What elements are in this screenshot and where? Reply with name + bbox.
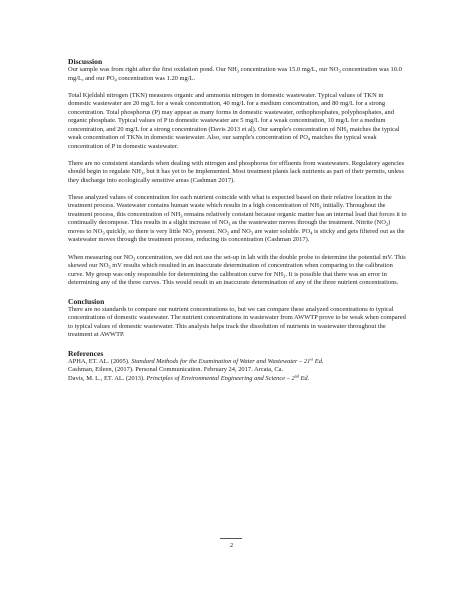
reference-item: Davis, M. L., ET. AL. (2013). Principles of Environmental Engineering and Science – 2nd Ed.	[68, 373, 310, 382]
discussion-paragraph-3: There are no consistent standards when dealing with nitrogen and phosphorus for effluents from wastewaters. Regulatory agencies should begin to regulate NH₃, but it has yet to be implemented. Most treatment plants lack nutrients as part of their permits, unless they discharge into ecologically sensitive areas (Cashman 2017).	[68, 159, 405, 184]
references-section	[68, 349, 407, 384]
reference-item: Cashman, Eileen, (2017). Personal Communication. February 24, 2017. Arcata, Ca.	[68, 366, 284, 374]
references-heading: References	[68, 348, 104, 358]
discussion-paragraph-1: Our sample was from right after the first oxidation pond. Our $NH_3$ concentration was 15.0 mg/L, our $NO_3$ concentration was 10.0 mg/L, and our $PO_4$ concentration was 1.20 mg/L.	[68, 66, 402, 83]
reference-item: APHA, ET. AL. (2005). Standard Methods for the Examination of Water and Wastewater – 21st Ed.	[68, 356, 324, 365]
footer-divider	[220, 538, 242, 539]
discussion-paragraph-2: Total Kjeldahl nitrogen (TKN) measures organic and ammonia nitrogen in domestic wastewater. Typical values of TKN in domestic wastewater are 20 mg/L for a weak concentration, 40 mg/L for a medium concentration, and 80 mg/L for a strong concentration. Total phosphorus (P) may appear as many forms in domestic wastewater, orthophosphates, polyphosphates, and organic phosphate. Typical values of P in domestic wastewater are 5 mg/L for a weak concentration, 10 mg/L for a medium concentration, and 20 mg/L for a strong concentration (Davis 2013 et al). Our sample's concentration of $NH_3$ matches the typical weak concentration of TKNs in domestic wastewater. Also, our sample's concentration of $PO_4$ matches the typical weak concentration of P in domestic wastewater.	[68, 91, 400, 150]
discussion-paragraph-5: When measuring our $NO_3$ concentration, we did not use the set-up in lab with the double probe to determine the potential mV. This skewed our $NO_3$ mV results which resulted in an inaccurate determination of concentration when comparing to the calibration curve. My group was only responsible for determining the calibration curve for $NH_3$. It is possible that there was an error in determining any of the three curves. This would result in an inaccurate determination of any of the three nutrient concentrations.	[68, 253, 406, 287]
discussion-paragraph-4: These analyzed values of concentration for each nutrient coincide with what is expected based on their relative location in the treatment process. Wastewater contains human waste which results in a high concentration of $NH_3$ initially. Throughout the treatment process, this concentration of $NH_3$ remains relatively constant because organic matter has an internal load that forces it to continually decompose. This results in a slight increase of $NO_3$ as the wastewater moves through the treatment. Nitrite $(NO_2)$ moves to $NO_3$ quickly, so there is very little $NO_2$ present. $NO_2$ and $NO_3$ are water soluble. $PO_4$ is sticky and gets filtered out as the wastewater moves through the treatment process, reducing its concentration (Cashman 2017).	[68, 193, 407, 244]
discussion-section	[68, 57, 407, 288]
conclusion-heading: Conclusion	[68, 296, 105, 306]
conclusion-paragraph: There are no standards to compare our nutrient concentrations to, but we can compare these analyzed concentrations to typical concentrations of domestic wastewater. The nutrient concentrations in wastewater from AWWTP prove to be weak when compared to typical values of domestic wastewater. This analysis helps track the dissolution of nutrients in wastewater throughout the treatment at AWWTP.	[68, 305, 406, 339]
discussion-heading: Discussion	[68, 57, 103, 66]
conclusion-section	[68, 297, 407, 340]
page-number: 2	[229, 542, 234, 549]
